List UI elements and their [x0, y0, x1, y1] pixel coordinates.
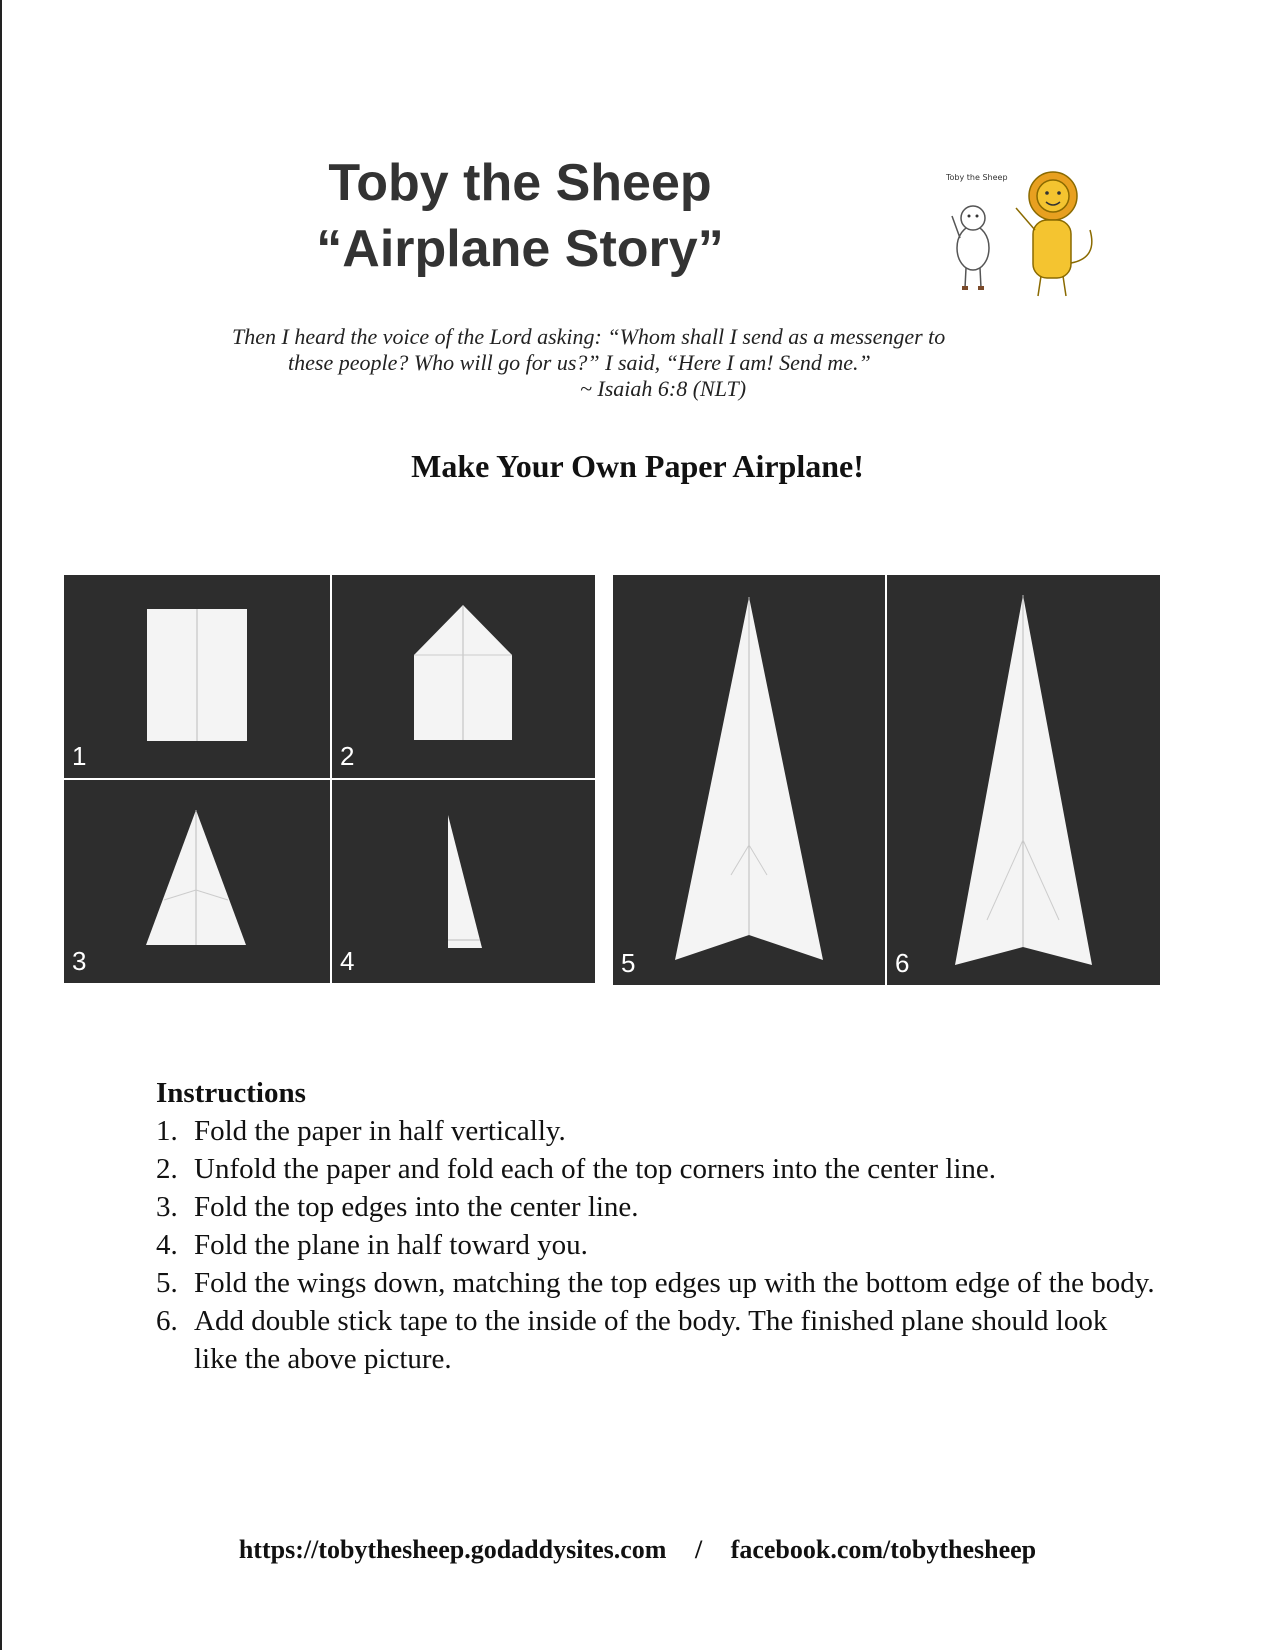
footer-separator: / — [694, 1535, 703, 1564]
step-photo-1 — [64, 575, 330, 778]
page-left-border — [0, 0, 2, 1650]
step-index: 5. — [156, 1267, 178, 1299]
step-number: 5 — [621, 948, 636, 978]
finished-plane-icon — [887, 575, 1160, 985]
step-number: 6 — [895, 948, 910, 978]
step-text: Unfold the paper and fold each of the top corners into the center line. — [194, 1153, 997, 1185]
list-item — [156, 1112, 1156, 1150]
unfolded-paper-icon — [64, 575, 330, 778]
facebook-link[interactable]: facebook.com/tobythesheep — [730, 1535, 1037, 1564]
section-heading: Make Your Own Paper Airplane! — [411, 448, 864, 484]
step-photo-4 — [332, 780, 595, 983]
edges-folded-paper-icon — [64, 780, 330, 983]
step-number: 4 — [340, 946, 355, 976]
instructions — [156, 1074, 1156, 1378]
step-index: 3. — [156, 1191, 178, 1223]
verse-line-2: these people? Who will go for us?” I said, “Here I am! Send me.” — [288, 350, 871, 375]
wings-folded-plane-icon — [613, 575, 885, 985]
step-photo-3 — [64, 780, 330, 983]
title-line-1: Toby the Sheep — [328, 154, 712, 212]
step-text: Fold the plane in half toward you. — [194, 1229, 588, 1261]
logo-caption: Toby the Sheep — [946, 173, 1008, 182]
step-photo-5 — [613, 575, 885, 985]
bible-verse — [200, 324, 1160, 402]
list-item — [156, 1302, 1156, 1378]
list-item — [156, 1150, 1156, 1188]
step-text: Fold the wings down, matching the top edges up with the bottom edge of the body. — [194, 1267, 1155, 1299]
verse-reference: ~ Isaiah 6:8 (NLT) — [580, 376, 747, 401]
step-number: 1 — [72, 741, 87, 771]
verse-line-1: Then I heard the voice of the Lord asking: “Whom shall I send as a messenger to — [232, 324, 946, 349]
footer — [0, 1535, 1275, 1565]
step-index: 6. — [156, 1305, 178, 1337]
step-number: 2 — [340, 741, 355, 771]
step-text: Fold the paper in half vertically. — [194, 1115, 566, 1147]
corners-folded-paper-icon — [332, 575, 595, 778]
instructions-heading: Instructions — [156, 1077, 306, 1109]
logo — [938, 168, 1138, 318]
step-number: 3 — [72, 946, 87, 976]
website-link[interactable]: https://tobythesheep.godaddysites.com — [238, 1535, 667, 1564]
step-text: Fold the top edges into the center line. — [194, 1191, 639, 1223]
sheep-and-lion-icon — [938, 168, 1138, 318]
step-text: Add double stick tape to the inside of the body. The finished plane should look like the above picture. — [194, 1305, 1108, 1375]
list-item — [156, 1264, 1156, 1302]
step-index: 4. — [156, 1229, 178, 1261]
step-photo-6 — [887, 575, 1160, 985]
title-line-2: “Airplane Story” — [316, 220, 724, 278]
step-index: 2. — [156, 1153, 178, 1185]
plane-folded-in-half-icon — [332, 780, 595, 983]
list-item — [156, 1188, 1156, 1226]
page-title — [240, 150, 800, 282]
list-item — [156, 1226, 1156, 1264]
step-photo-2 — [332, 575, 595, 778]
step-index: 1. — [156, 1115, 178, 1147]
instructions-list — [156, 1112, 1156, 1378]
